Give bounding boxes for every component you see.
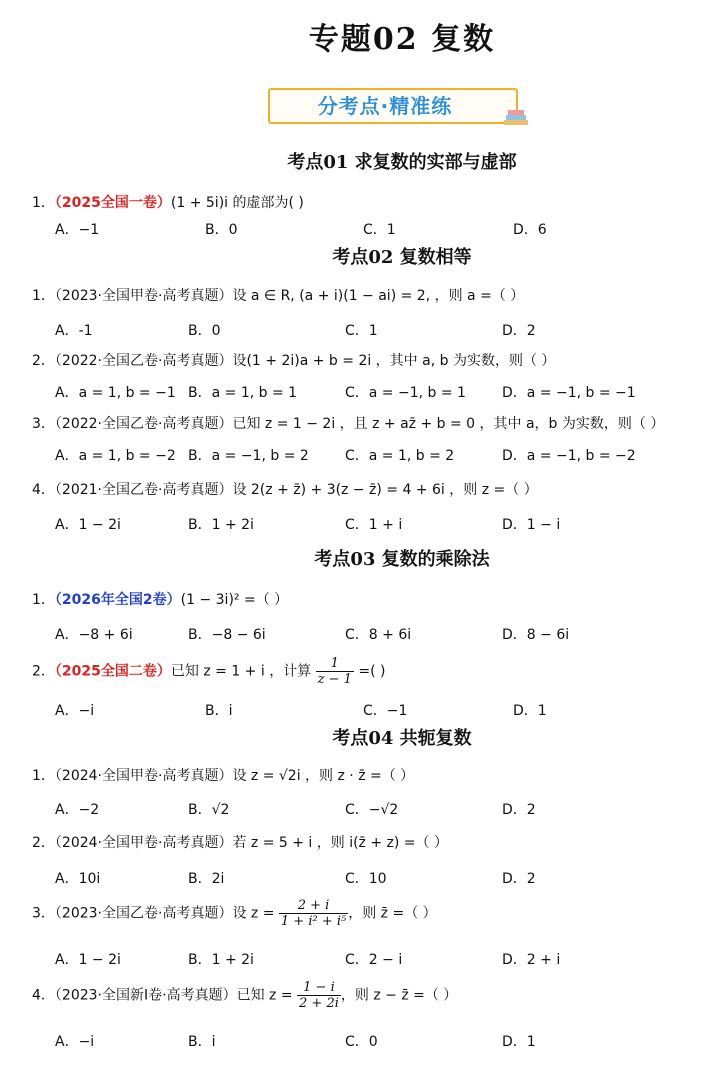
question-stem: 已知 z = (236, 987, 298, 1004)
fraction-denominator: z − 1 (317, 672, 352, 687)
option-s4-q1-c: C．−√2 (345, 802, 399, 818)
option-s4-q2-c: C．10 (345, 871, 387, 887)
question-s2-q3 (32, 413, 664, 433)
option-s2-q2-c: C．a = −1, b = 1 (345, 385, 466, 401)
option-s3-q1-c: C．8 + 6i (345, 627, 412, 643)
question-number: 2． (32, 835, 55, 851)
option-s2-q4-c: C．1 + i (345, 517, 403, 533)
question-source: （2022·全国乙卷·高考真题） (54, 353, 233, 369)
option-s2-q1-d: D．2 (502, 323, 536, 339)
option-s4-q2-d: D．2 (502, 871, 536, 887)
option-s3-q2-d: D．1 (513, 703, 547, 719)
question-source: （2021·全国乙卷·高考真题） (54, 482, 233, 498)
question-s2-q1 (32, 285, 524, 305)
question-number: 3． (32, 416, 55, 432)
question-source: （2022·全国乙卷·高考真题） (54, 416, 233, 432)
question-s1-q1 (32, 192, 304, 212)
option-s1-q1-a: A．−1 (55, 222, 100, 238)
question-s2-q2 (32, 350, 555, 370)
fraction (279, 898, 348, 929)
question-number: 1． (32, 288, 55, 304)
fraction-denominator: 1 + i² + i⁵ (280, 914, 347, 929)
question-s4-q4 (32, 980, 457, 1011)
banner-label: 分考点·精准练 (317, 94, 453, 118)
question-number: 2． (32, 353, 55, 369)
fraction-numerator: 1 (316, 656, 354, 672)
question-stem: 设(1 + 2i)a + b = 2i ，其中 a, b 为实数，则（ ） (232, 353, 556, 369)
question-number: 1． (32, 592, 55, 608)
option-s2-q3-d: D．a = −1, b = −2 (502, 448, 636, 464)
section-heading-2: 考点02 复数相等 (332, 247, 472, 268)
option-s3-q2-b: B．i (205, 703, 233, 719)
question-s4-q1 (32, 765, 414, 785)
question-number: 4． (32, 482, 55, 498)
question-stem-tail: =( ) (353, 663, 386, 680)
option-s2-q2-b: B．a = 1, b = 1 (188, 385, 298, 401)
question-number: 4． (32, 987, 55, 1004)
option-s2-q3-a: A．a = 1, b = −2 (55, 448, 176, 464)
option-s4-q4-b: B．i (188, 1034, 216, 1050)
question-source: （2023·全国乙卷·高考真题） (54, 905, 233, 922)
fraction (297, 980, 341, 1011)
option-s3-q1-b: B．−8 − 6i (188, 627, 266, 643)
option-s2-q3-b: B．a = −1, b = 2 (188, 448, 309, 464)
question-s3-q1 (32, 589, 288, 609)
books-icon (502, 108, 530, 128)
option-s2-q4-b: B．1 + 2i (188, 517, 254, 533)
option-s4-q2-a: A．10i (55, 871, 101, 887)
option-s2-q3-c: C．a = 1, b = 2 (345, 448, 455, 464)
question-source: （2024·全国甲卷·高考真题） (54, 835, 233, 851)
option-s4-q4-a: A．−i (55, 1034, 95, 1050)
option-s1-q1-d: D．6 (513, 222, 547, 238)
option-s4-q2-b: B．2i (188, 871, 225, 887)
option-s4-q3-b: B．1 + 2i (188, 952, 254, 968)
question-source: （2023·全国新Ⅰ卷·高考真题） (54, 987, 237, 1004)
question-stem: (1 − 3i)² =（ ） (180, 592, 289, 608)
question-number: 2． (32, 663, 55, 680)
option-s2-q4-a: A．1 − 2i (55, 517, 121, 533)
question-stem: 已知 z = 1 − 2i ，且 z + az̄ + b = 0 ，其中 a，b 为实数，则（ ） (232, 416, 665, 432)
question-source: （2026年全国2卷） (54, 592, 181, 608)
question-stem-tail: ，则 z − z̄ =（ ） (340, 987, 458, 1004)
option-s4-q1-a: A．−2 (55, 802, 100, 818)
option-s4-q3-d: D．2 + i (502, 952, 561, 968)
question-s4-q3 (32, 898, 437, 929)
section-heading-1: 考点01 求复数的实部与虚部 (287, 152, 517, 173)
option-s4-q4-c: C．0 (345, 1034, 378, 1050)
option-s2-q2-a: A．a = 1, b = −1 (55, 385, 176, 401)
option-s3-q1-a: A．−8 + 6i (55, 627, 133, 643)
option-s3-q2-c: C．−1 (363, 703, 408, 719)
option-s2-q4-d: D．1 − i (502, 517, 561, 533)
option-s4-q3-a: A．1 − 2i (55, 952, 121, 968)
question-stem: 设 2(z + z̄) + 3(z − z̄) = 4 + 6i ，则 z =（ ） (232, 482, 538, 498)
section-heading-3: 考点03 复数的乘除法 (314, 549, 490, 570)
question-number: 3． (32, 905, 55, 922)
question-source: （2025全国二卷） (54, 663, 171, 680)
option-s2-q1-b: B．0 (188, 323, 221, 339)
question-s2-q4 (32, 479, 538, 499)
question-stem-tail: ，则 z̄ =（ ） (348, 905, 437, 922)
option-s4-q4-d: D．1 (502, 1034, 536, 1050)
question-s4-q2 (32, 832, 448, 852)
option-s3-q2-a: A．−i (55, 703, 95, 719)
question-stem: 设 a ∈ R, (a + i)(1 − ai) = 2, ，则 a =（ ） (232, 288, 525, 304)
question-stem: 设 z = (232, 905, 279, 922)
option-s3-q1-d: D．8 − 6i (502, 627, 570, 643)
fraction-numerator: 1 − i (297, 980, 341, 996)
question-stem: 已知 z = 1 + i ，计算 (170, 663, 316, 680)
question-s3-q2 (32, 656, 386, 687)
fraction-numerator: 2 + i (279, 898, 348, 914)
section-heading-4: 考点04 共轭复数 (332, 728, 472, 749)
question-source: （2025全国一卷） (54, 195, 171, 211)
question-source: （2023·全国甲卷·高考真题） (54, 288, 233, 304)
question-number: 1． (32, 768, 55, 784)
question-number: 1． (32, 195, 55, 211)
option-s4-q1-b: B．√2 (188, 802, 230, 818)
page-title: 专题02 复数 (308, 22, 496, 57)
option-s2-q1-a: A．-1 (55, 323, 93, 339)
option-s1-q1-c: C．1 (363, 222, 396, 238)
fraction-denominator: 2 + 2i (299, 996, 339, 1011)
section-banner (268, 88, 518, 124)
option-s2-q1-c: C．1 (345, 323, 378, 339)
question-stem: 若 z = 5 + i ，则 i(z̄ + z) =（ ） (232, 835, 448, 851)
option-s2-q2-d: D．a = −1, b = −1 (502, 385, 636, 401)
fraction (316, 656, 354, 687)
option-s4-q1-d: D．2 (502, 802, 536, 818)
option-s4-q3-c: C．2 − i (345, 952, 403, 968)
question-stem: 设 z = √2i ，则 z · z̄ =（ ） (232, 768, 415, 784)
question-stem: (1 + 5i)i 的虚部为( ) (170, 195, 304, 211)
option-s1-q1-b: B．0 (205, 222, 238, 238)
question-source: （2024·全国甲卷·高考真题） (54, 768, 233, 784)
